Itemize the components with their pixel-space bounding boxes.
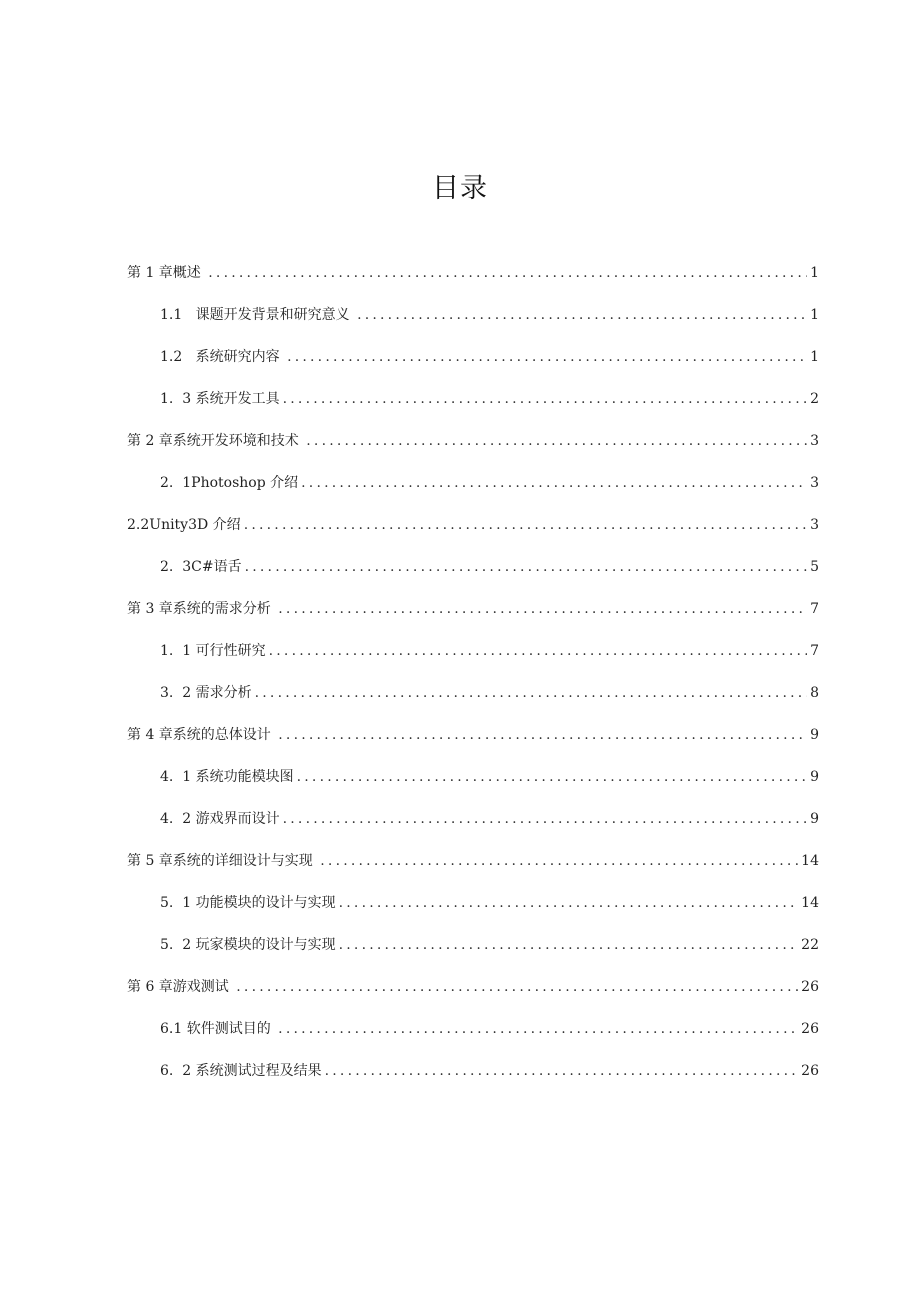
toc-page-number: 14 (801, 895, 819, 911)
toc-entry-label: 2. 1Photoshop 介绍 (160, 475, 299, 491)
toc-page-number: 5 (810, 559, 819, 575)
toc-title: 目录 (432, 173, 488, 204)
dot-leader (236, 973, 798, 1001)
toc-page-number: 3 (810, 433, 819, 449)
toc-page-number: 22 (801, 937, 819, 953)
toc-entry-label: 2. 3C#语舌 (160, 559, 242, 575)
toc-page-number: 3 (810, 475, 819, 491)
toc-page-number: 1 (810, 265, 819, 281)
toc-entry-section (160, 1015, 819, 1043)
toc-entry-section (160, 637, 819, 665)
toc-page-number: 9 (810, 811, 819, 827)
toc-entry-label: 第 2 章系统开发环境和技术 (127, 433, 304, 449)
toc-entry-section (160, 763, 819, 791)
toc-entry-label: 第 3 章系统的需求分析 (127, 601, 276, 617)
dot-leader (339, 889, 799, 917)
toc-entry-label: 4. 1 系统功能模块图 (160, 769, 294, 785)
toc-entry-section (160, 889, 819, 917)
toc-entry-section (160, 343, 819, 371)
toc-page-number: 1 (810, 349, 819, 365)
toc-entry-label: 6.1 软件测试目的 (160, 1021, 276, 1037)
toc-entry-label: 1.2 系统研究内容 (160, 349, 285, 365)
toc-page-number: 3 (810, 517, 819, 533)
toc-entry-label: 第 1 章概述 (127, 265, 206, 281)
toc-entry-chapter-5 (127, 847, 819, 875)
toc-page-number: 9 (810, 727, 819, 743)
dot-leader (283, 805, 807, 833)
toc-entry-section (160, 469, 819, 497)
toc-entry-label: 5. 2 玩家模块的设计与实现 (160, 937, 336, 953)
toc-entry-section (160, 385, 819, 413)
toc-entry-section (160, 931, 819, 959)
toc-page-number: 26 (801, 979, 819, 995)
dot-leader (339, 931, 799, 959)
dot-leader (278, 595, 807, 623)
toc-page-number: 2 (810, 391, 819, 407)
toc-page-number: 8 (810, 685, 819, 701)
toc-entry-chapter-4 (127, 721, 819, 749)
dot-leader (287, 343, 807, 371)
toc-entry-chapter-2 (127, 427, 819, 455)
toc-entry-section (160, 805, 819, 833)
dot-leader (278, 721, 807, 749)
dot-leader (208, 259, 807, 287)
toc-entry-label: 2.2Unity3D 介绍 (127, 517, 241, 533)
toc-entry-label: 1. 1 可行性研究 (160, 643, 266, 659)
toc-page-number: 1 (810, 307, 819, 323)
toc-entry-section (160, 679, 819, 707)
dot-leader (278, 1015, 798, 1043)
dot-leader (269, 637, 807, 665)
dot-leader (297, 763, 807, 791)
dot-leader (325, 1057, 799, 1085)
dot-leader (357, 301, 807, 329)
toc-entry-label: 5. 1 功能模块的设计与实现 (160, 895, 336, 911)
toc-entry-section (160, 553, 819, 581)
toc-entry-label: 1. 3 系统开发工具 (160, 391, 280, 407)
toc-page-number: 14 (801, 853, 819, 869)
toc-page-number: 26 (801, 1021, 819, 1037)
toc-entry-section (160, 1057, 819, 1085)
toc-page-number: 7 (810, 643, 819, 659)
toc-entry-label: 4. 2 游戏界而设计 (160, 811, 280, 827)
toc-entry-label: 第 6 章游戏测试 (127, 979, 234, 995)
dot-leader (320, 847, 798, 875)
dot-leader (245, 553, 807, 581)
toc-entry-section (160, 301, 819, 329)
toc-entry-label: 3. 2 需求分析 (160, 685, 252, 701)
toc-entry-section (127, 511, 819, 539)
dot-leader (301, 469, 807, 497)
toc-entry-label: 1.1 课题开发背景和研究意义 (160, 307, 355, 323)
toc-page-number: 9 (810, 769, 819, 785)
dot-leader (283, 385, 807, 413)
toc-page-number: 26 (801, 1063, 819, 1079)
dot-leader (306, 427, 807, 455)
dot-leader (244, 511, 807, 539)
toc-entry-chapter-3 (127, 595, 819, 623)
toc-entry-chapter-1 (127, 259, 819, 287)
toc-entry-label: 6. 2 系统测试过程及结果 (160, 1063, 322, 1079)
toc-entry-label: 第 5 章系统的详细设计与实现 (127, 853, 318, 869)
toc-entry-label: 第 4 章系统的总体设计 (127, 727, 276, 743)
toc-entry-chapter-6 (127, 973, 819, 1001)
toc-page-number: 7 (810, 601, 819, 617)
dot-leader (255, 679, 807, 707)
